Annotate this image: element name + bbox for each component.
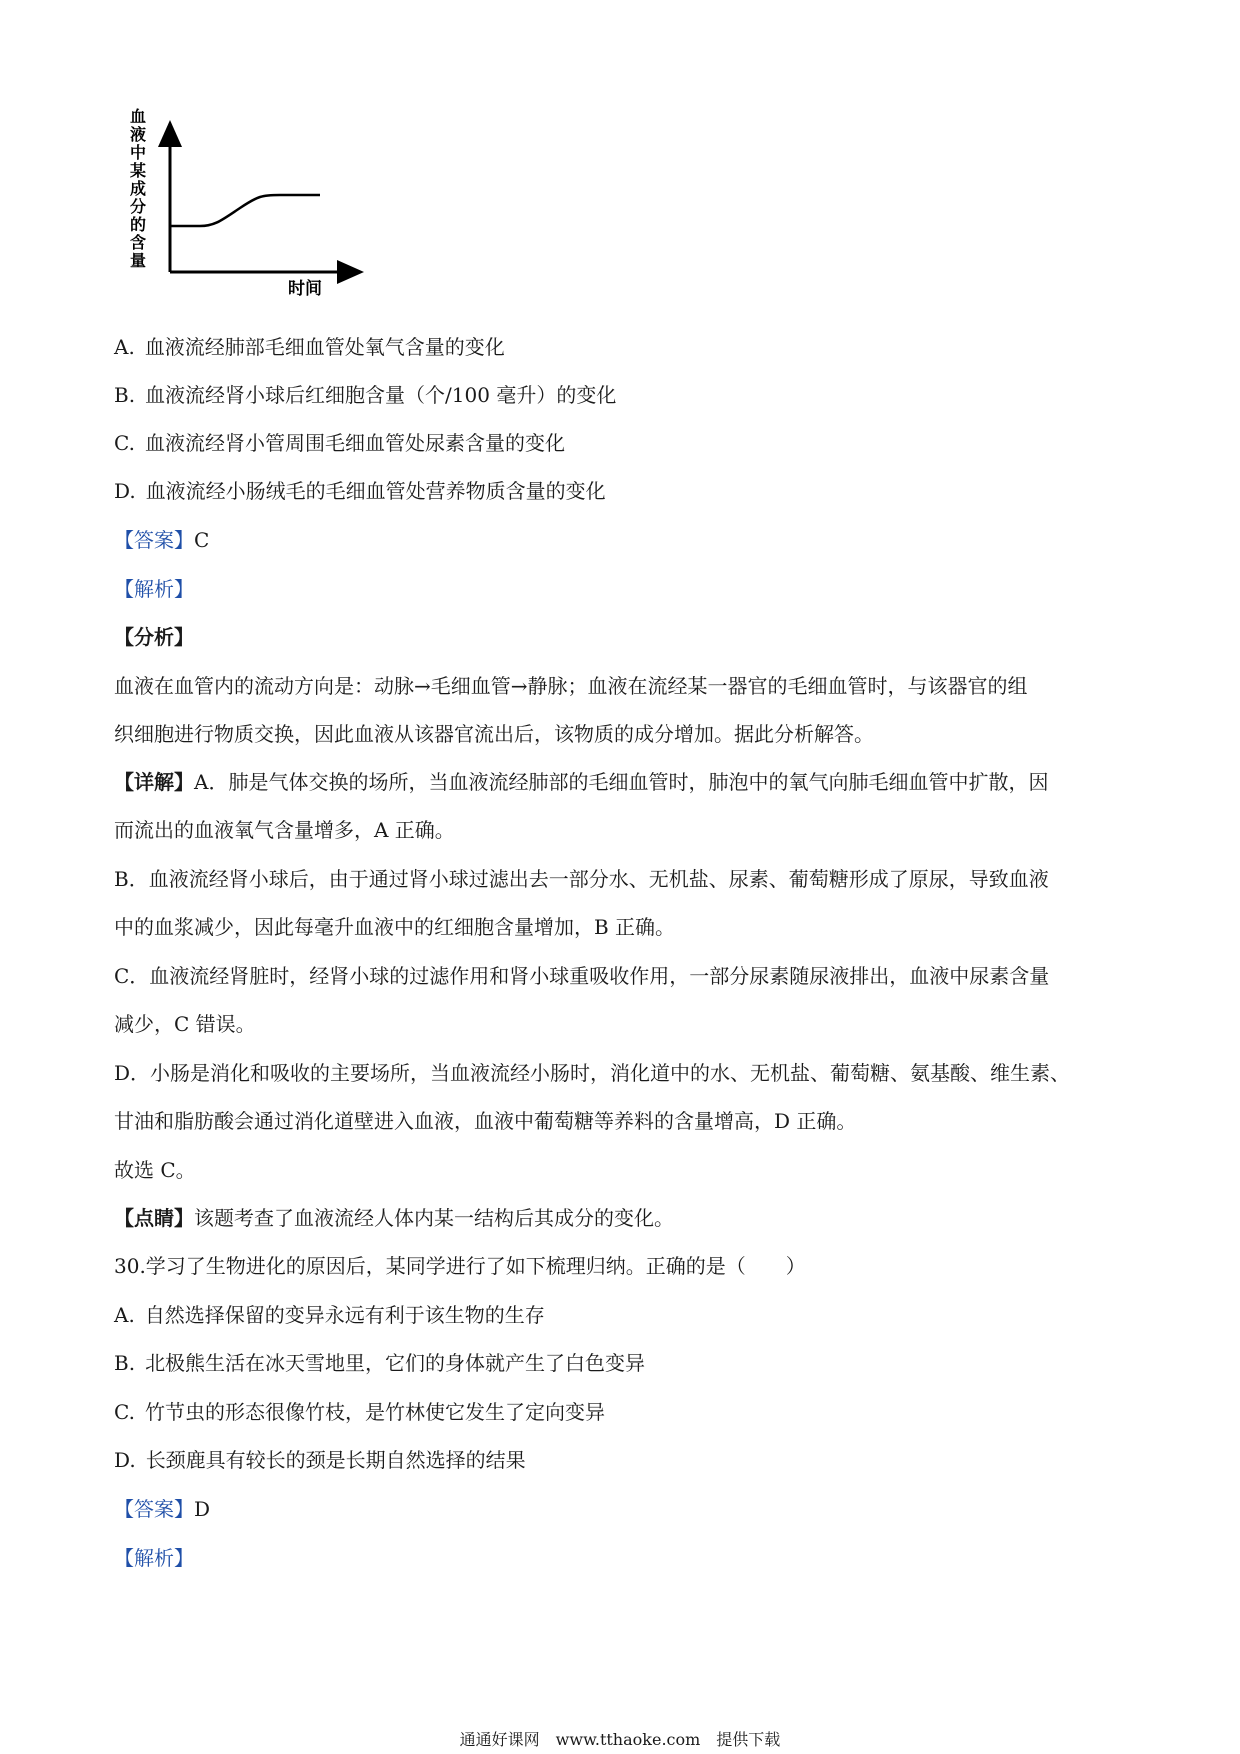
y-axis-label — [130, 107, 146, 270]
q29-option-d: D. 血液流经小肠绒毛的毛细血管处营养物质含量的变化 — [114, 479, 606, 503]
q29-detail-line-8: 甘油和脂肪酸会通过消化道壁进入血液，血液中葡萄糖等养料的含量增高，D 正确。 — [114, 1109, 857, 1133]
answer-tag: 【答案】 — [114, 1497, 194, 1521]
q30-analysis-heading: 【解析】 — [114, 1546, 194, 1570]
q30-option-b: B. 北极熊生活在冰天雪地里，它们的身体就产生了白色变异 — [114, 1351, 646, 1375]
q29-detail-line-9: 故选 C。 — [114, 1158, 196, 1182]
answer-tag: 【答案】 — [114, 528, 194, 552]
content-curve-graph — [130, 100, 370, 310]
q29-fenxi-heading: 【分析】 — [114, 625, 194, 649]
q29-detail-line-1: 【详解】A．肺是气体交换的场所，当血液流经肺部的毛细血管时，肺泡中的氧气向肺毛细血管中扩散，因 — [114, 770, 1049, 794]
y-axis-label-char: 含 — [130, 233, 147, 252]
q29-option-c: C. 血液流经肾小管周围毛细血管处尿素含量的变化 — [114, 431, 565, 455]
q29-option-a: A. 血液流经肺部毛细血管处氧气含量的变化 — [114, 335, 505, 359]
q29-detail-line-7: D．小肠是消化和吸收的主要场所，当血液流经小肠时，消化道中的水、无机盐、葡萄糖、氨基酸、维生素、 — [114, 1061, 1071, 1085]
q29-option-b: B. 血液流经肾小球后红细胞含量（个/100 毫升）的变化 — [114, 383, 617, 407]
y-axis-label-char: 量 — [130, 251, 147, 270]
q29-detail-line-5: C．血液流经肾脏时，经肾小球的过滤作用和肾小球重吸收作用，一部分尿素随尿液排出，血液中尿素含量 — [114, 964, 1050, 988]
q29-fenxi-line-1: 血液在血管内的流动方向是：动脉→毛细血管→静脉；血液在流经某一器官的毛细血管时，与该器官的组 — [114, 674, 1028, 698]
q30-stem: 30.学习了生物进化的原因后，某同学进行了如下梳理归纳。正确的是（ ） — [114, 1254, 806, 1278]
q29-answer: 【答案】C — [114, 528, 210, 552]
y-axis-label-char: 中 — [130, 143, 147, 162]
q30-option-a: A. 自然选择保留的变异永远有利于该生物的生存 — [114, 1303, 545, 1327]
q30-option-d: D. 长颈鹿具有较长的颈是长期自然选择的结果 — [114, 1448, 526, 1472]
y-axis-label-char: 成 — [130, 179, 147, 198]
q29-detail-line-2: 而流出的血液氧气含量增多，A 正确。 — [114, 818, 455, 842]
y-axis-label-char: 某 — [130, 161, 147, 180]
page-footer: 通通好课网 www.tthaoke.com 提供下载 — [459, 1730, 781, 1749]
graph-curve — [170, 195, 320, 226]
q29-detail-line-4: 中的血浆减少，因此每毫升血液中的红细胞含量增加，B 正确。 — [114, 915, 676, 939]
y-axis-label-char: 血 — [130, 107, 147, 126]
q29-analysis-heading: 【解析】 — [114, 577, 194, 601]
q29-detail-line-3: B．血液流经肾小球后，由于通过肾小球过滤出去一部分水、无机盐、尿素、葡萄糖形成了原尿，导致血液 — [114, 867, 1049, 891]
q29-detail-line-6: 减少，C 错误。 — [114, 1012, 256, 1036]
x-axis-label: 时间 — [288, 279, 322, 299]
q29-comment: 【点睛】该题考查了血液流经人体内某一结构后其成分的变化。 — [114, 1206, 674, 1230]
y-axis-label-char: 分 — [130, 197, 147, 216]
y-axis-label-char: 的 — [130, 215, 147, 234]
q29-fenxi-line-2: 织细胞进行物质交换，因此血液从该器官流出后，该物质的成分增加。据此分析解答。 — [114, 722, 874, 746]
y-axis-label-char: 液 — [130, 125, 147, 144]
q30-answer: 【答案】D — [114, 1497, 211, 1521]
q30-option-c: C. 竹节虫的形态很像竹枝，是竹林使它发生了定向变异 — [114, 1400, 605, 1424]
